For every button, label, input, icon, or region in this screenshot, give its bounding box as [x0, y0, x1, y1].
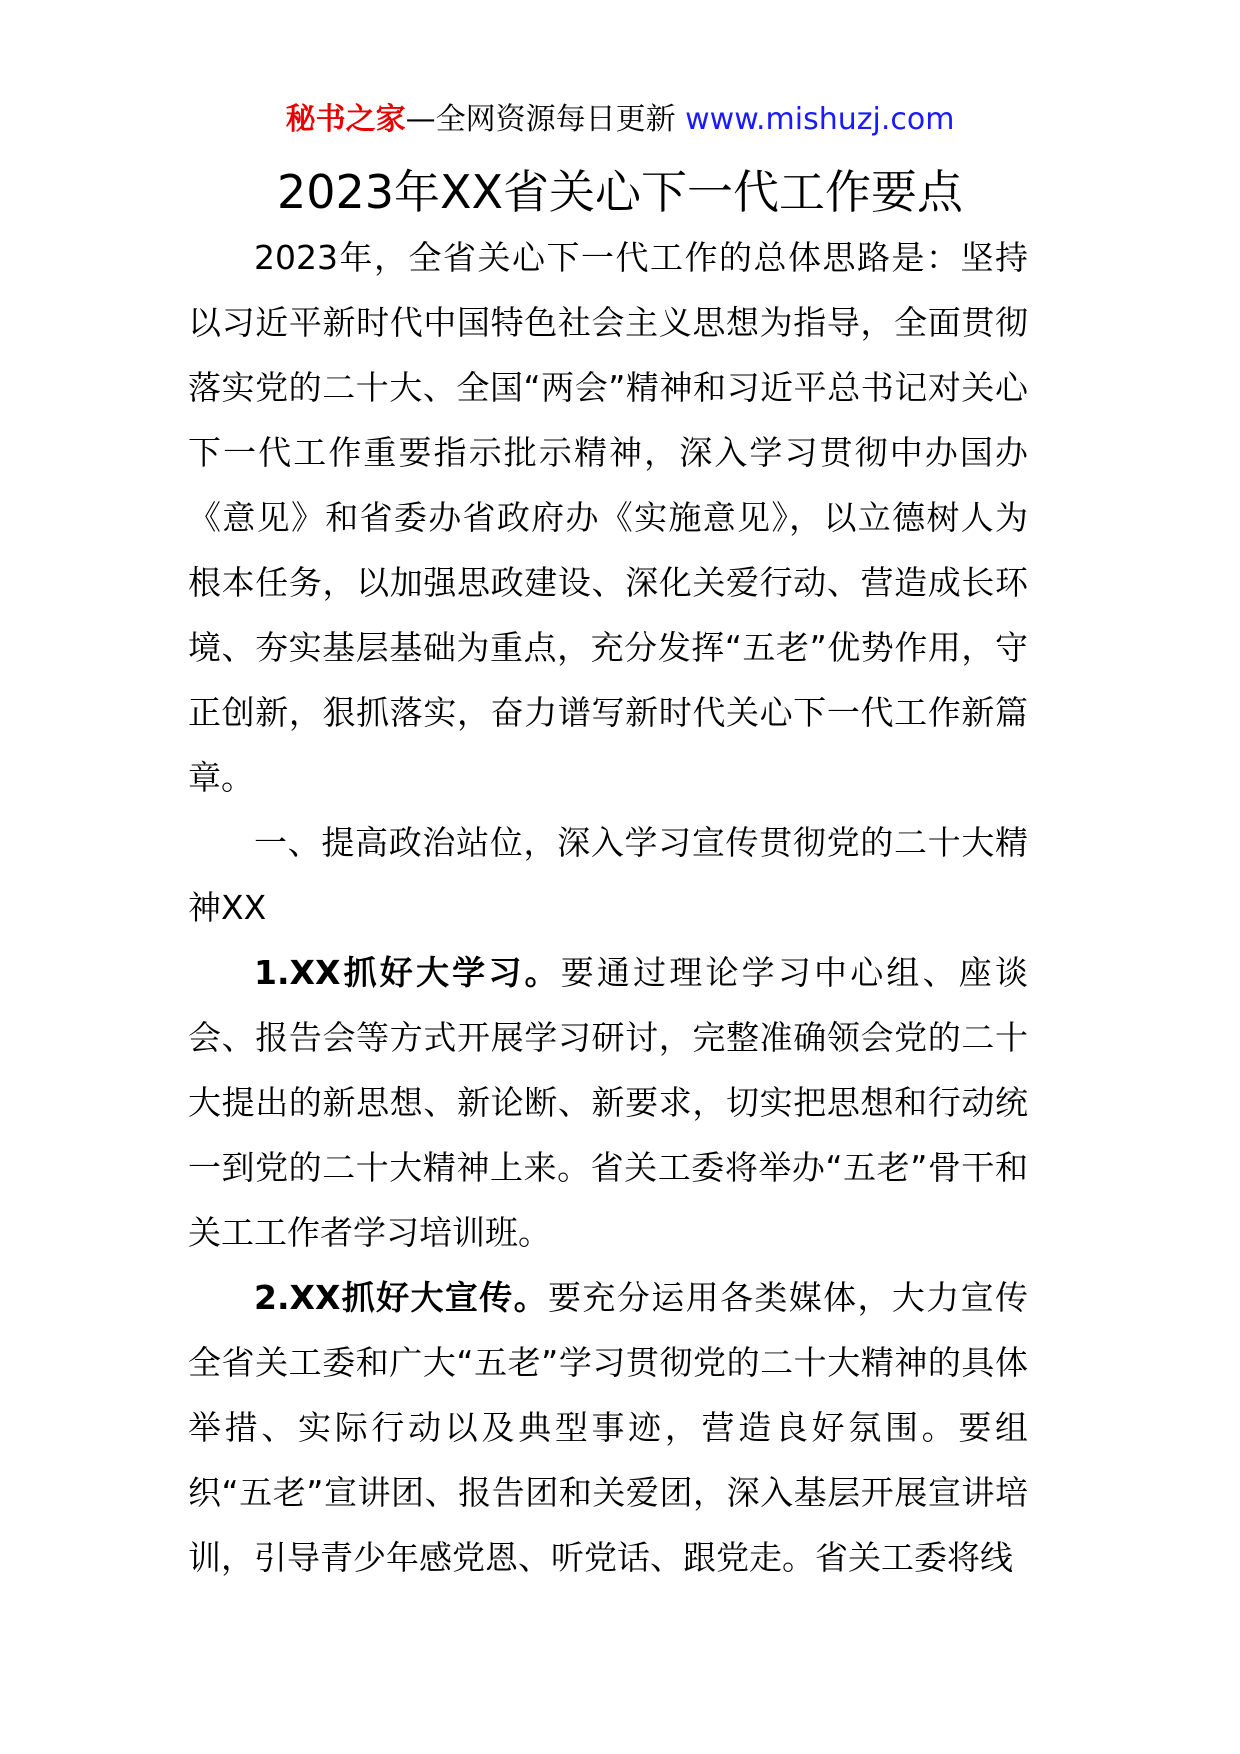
- document-body: [188, 225, 1028, 1590]
- item-text-1: 要通过理论学习中心组、座谈会、报告会等方式开展学习研讨，完整准确领会党的二十大提出的新思想、新论断、新要求，切实把思想和行动统一到党的二十大精神上来。省关工委将举办“五老”骨干和关工工作者学习培训班。: [188, 953, 1028, 1252]
- header-tagline: —全网资源每日更新: [405, 102, 686, 137]
- item-text-2: 要充分运用各类媒体，大力宣传全省关工委和广大“五老”学习贯彻党的二十大精神的具体举措、实际行动以及典型事迹，营造良好氛围。要组织“五老”宣讲团、报告团和关爱团，深入基层开展宣讲培训，引导青少年感党恩、听党话、跟党走。省关工委将线: [188, 1278, 1028, 1577]
- item-paragraph-1: [188, 940, 1028, 1265]
- document-title: 2023年XX省关心下一代工作要点: [276, 165, 964, 219]
- section-heading: 一、提高政治站位，深入学习宣传贯彻党的二十大精神XX: [188, 823, 1028, 927]
- website-link[interactable]: www.mishuzj.com: [685, 102, 955, 137]
- item-paragraph-2: [188, 1265, 1028, 1590]
- intro-paragraph: 2023年，全省关心下一代工作的总体思路是：坚持以习近平新时代中国特色社会主义思想为指导，全面贯彻落实党的二十大、全国“两会”精神和习近平总书记对关心下一代工作重要指示批示精神，深入学习贯彻中办国办《意见》和省委办省政府办《实施意见》，以立德树人为根本任务，以加强思政建设、深化关爱行动、营造成长环境、夯实基层基础为重点，充分发挥“五老”优势作用，守正创新，狠抓落实，奋力谱写新时代关心下一代工作新篇章。: [188, 238, 1028, 797]
- item-lead-1: 1.XX抓好大学习。: [254, 953, 561, 992]
- brand-name: 秘书之家: [285, 102, 406, 137]
- watermark-header: [0, 100, 1240, 140]
- item-lead-2: 2.XX抓好大宣传。: [254, 1278, 549, 1317]
